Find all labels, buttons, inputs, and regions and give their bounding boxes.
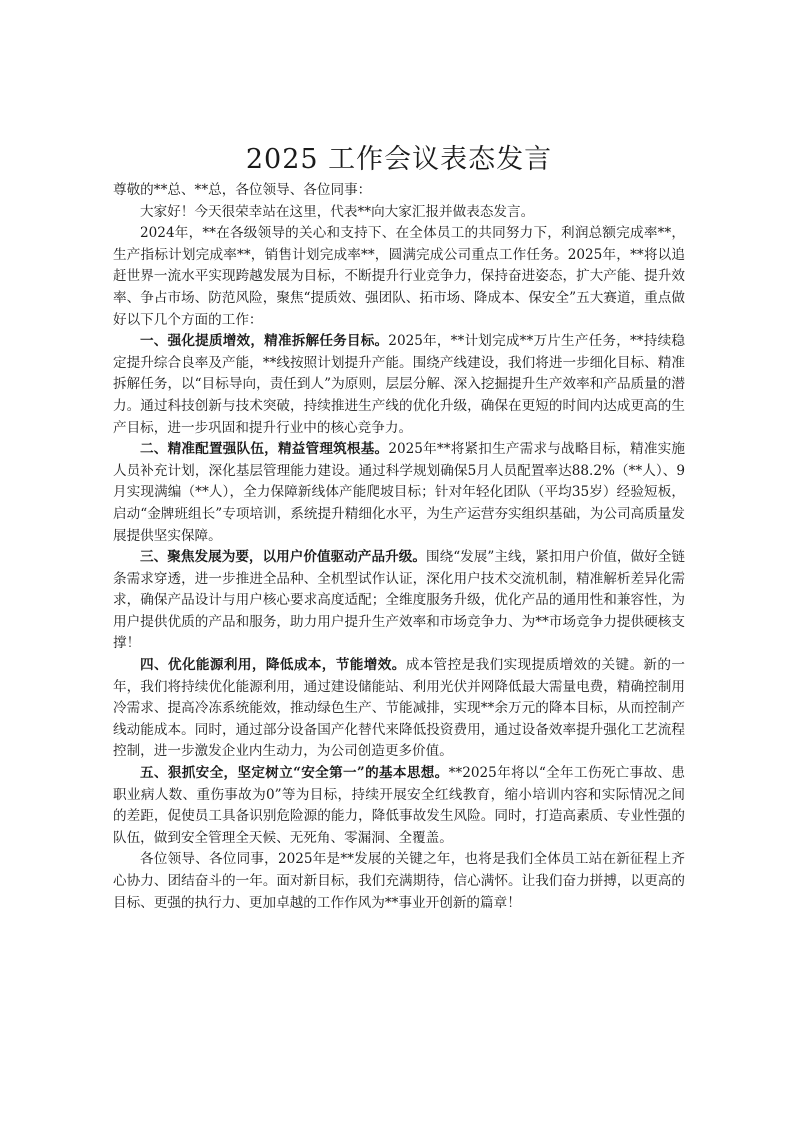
section-paragraph — [113, 547, 685, 655]
section-paragraph — [113, 763, 685, 849]
section-body: **2025年将以“全年工伤死亡事故、患职业病人数、重伤事故为0”等为目标，持续开展安全红线教育，缩小培训内容和实际情况之间的差距，促使员工具备识别危险源的能力，降低事故发生风险。同时，打造高素质、专业性强的队伍，做到安全管理全天候、无死角、零漏洞、全覆盖。 — [113, 765, 686, 846]
section-body: 2025年**将紧扣生产需求与战略目标，精准实施人员补充计划，深化基层管理能力建设。通过科学规划确保5月人员配置率达88.2%（**人）、9月实现满编（**人），全力保障新线体产能爬坡目标；针对年轻化团队（平均35岁）经验短板，启动“金牌班组长”专项培训，系统提升精细化水平，为生产运营夯实组织基础，为公司高质量发展提供坚实保障。 — [113, 441, 686, 544]
section-heading: 一、强化提质增效，精准拆解任务目标。 — [140, 333, 389, 350]
document-page — [113, 142, 685, 914]
section-paragraph — [113, 655, 685, 763]
section-heading: 三、聚焦发展为要，以用户价值驱动产品升级。 — [140, 549, 426, 566]
section-heading: 五、狠抓安全，坚定树立“安全第一”的基本思想。 — [140, 765, 449, 782]
section-body: 成本管控是我们实现提质增效的关键。新的一年，我们将持续优化能源利用，通过建设储能站、利用光伏并网降低最大需量电费，精确控制用冷需求、提高冷冻系统能效，推动绿色生产、节能减排，实现**余万元的降本目标，从而控制产线动能成本。同时，通过部分设备国产化替代来降低投资费用，通过设备效率提升强化工艺流程控制，进一步激发企业内生动力，为公司创造更多价值。 — [113, 657, 685, 760]
intro-paragraph: 2024年，**在各级领导的关心和支持下、在全体员工的共同努力下，利润总额完成率**，生产指标计划完成率**，销售计划完成率**，圆满完成公司重点工作任务。2025年，**将以追赶世界一流水平实现跨越发展为目标，不断提升行业竞争力，保持奋进姿态，扩大产能、提升效率、争占市场、防范风险，聚焦“提质效、强团队、拓市场、降成本、保安全”五大赛道，重点做好以下几个方面的工作： — [113, 225, 685, 328]
closing-paragraph: 各位领导、各位同事，2025年是**发展的关键之年，也将是我们全体员工站在新征程上齐心协力、团结奋斗的一年。面对新目标，我们充满期待，信心满怀。让我们奋力拼搏，以更高的目标、更强的执行力、更加卓越的工作作风为**事业开创新的篇章！ — [113, 851, 685, 911]
section-body: 2025年，**计划完成**万片生产任务，**持续稳定提升综合良率及产能，**线按照计划提升产能。围绕产线建设，我们将进一步细化目标、精准拆解任务，以“目标导向，责任到人”为原则，层层分解、深入挖掘提升生产效率和产品质量的潜力。通过科技创新与技术突破，持续推进生产线的优化升级，确保在更短的时间内达成更高的生产目标，进一步巩固和提升行业中的核心竞争力。 — [113, 333, 685, 436]
section-heading: 二、精准配置强队伍，精益管理筑根基。 — [140, 441, 389, 458]
section-body: 围绕“发展”主线，紧扣用户价值，做好全链条需求穿透，进一步推进全品种、全机型试作认证，深化用户技术交流机制，精准解析差异化需求，确保产品设计与用户核心要求高度适配；全维度服务升级，优化产品的通用性和兼容性，为用户提供优质的产品和服务，助力用户提升生产效率和市场竞争力、为**市场竞争力提供硬核支撑！ — [113, 549, 685, 652]
section-paragraph — [113, 331, 685, 439]
section-heading: 四、优化能源利用，降低成本，节能增效。 — [140, 657, 406, 674]
section-paragraph — [113, 439, 685, 547]
salutation: 尊敬的**总、**总，各位领导、各位同事： — [113, 182, 372, 198]
document-title: 2025 工作会议表态发言 — [245, 144, 553, 175]
greeting-paragraph: 大家好！今天很荣幸站在这里，代表**向大家汇报并做表态发言。 — [140, 203, 535, 220]
